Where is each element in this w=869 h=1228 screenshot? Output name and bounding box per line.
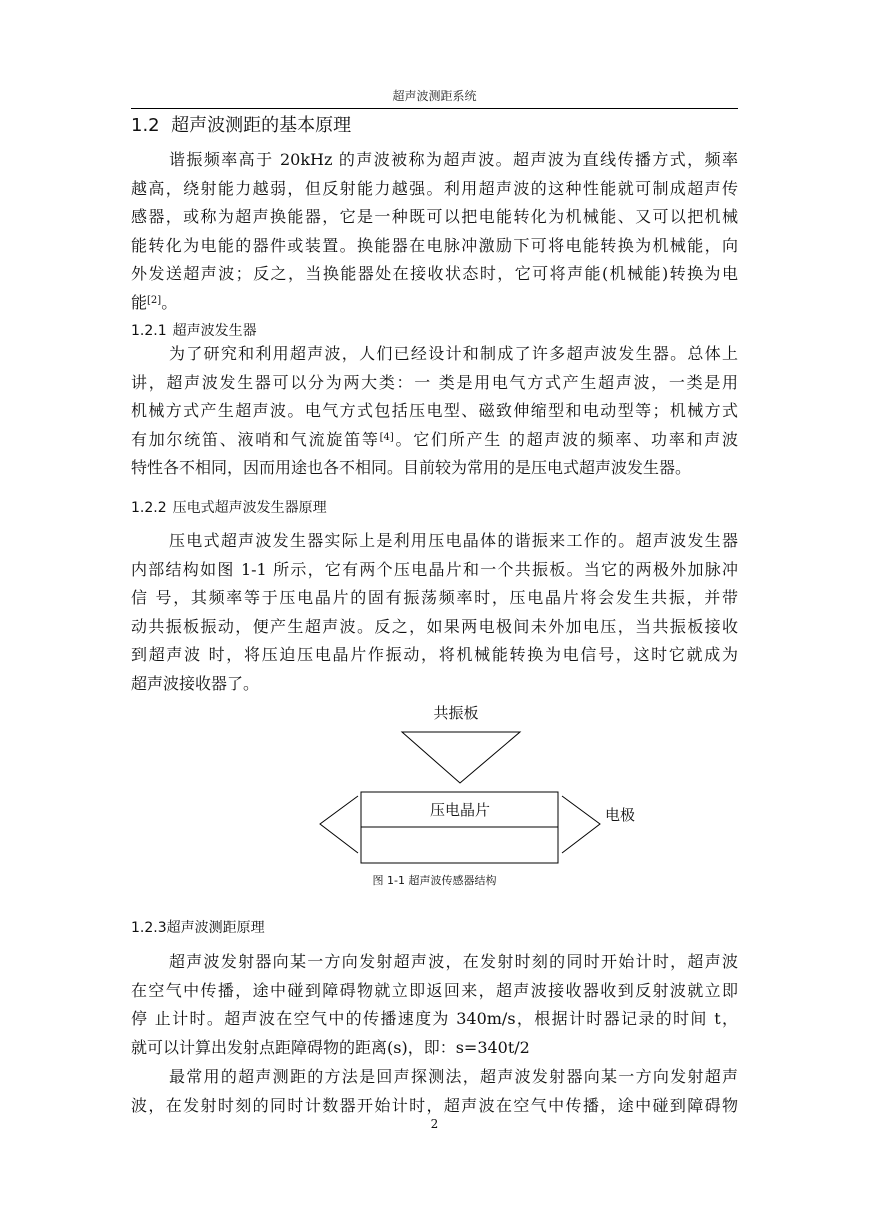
running-header: 超声波测距系统 xyxy=(392,89,477,103)
header-divider xyxy=(131,108,738,109)
citation-ref: [2] xyxy=(147,294,162,306)
paragraph-line: 内部结构如图 1-1 所示，它有两个压电晶片和一个共振板。当它的两极外加脉冲 xyxy=(131,559,738,579)
resonator-plate-shape xyxy=(402,732,520,783)
paragraph-line: 超声波接收器了。 xyxy=(131,673,260,693)
section-number: 1.2 xyxy=(131,115,160,136)
paragraph-line: 感器，或称为超声换能器，它是一种既可以把电能转化为机械能、又可以把机械 xyxy=(131,207,738,227)
line-text: 。 xyxy=(161,292,178,312)
page-number: 2 xyxy=(430,1117,439,1131)
resonator-label: 共振板 xyxy=(433,704,479,722)
paragraph-line: 特性各不相同，因而用途也各不相同。目前较为常用的是压电式超声波发生器。 xyxy=(131,458,692,478)
paragraph-line: 就可以计算出发射点距障碍物的距离(s)，即：s=340t/2 xyxy=(131,1037,530,1057)
figure-caption: 图 1-1 超声波传感器结构 xyxy=(372,874,497,887)
crystal-label: 压电晶片 xyxy=(429,801,491,819)
paragraph-line: 谐振频率高于 20kHz 的声波被称为超声波。超声波为直线传播方式，频率 xyxy=(169,150,738,169)
subsection-number: 1.2.3 xyxy=(131,920,167,936)
paragraph-line xyxy=(131,289,738,318)
paragraph-line: 波，在发射时刻的同时计数器开始计时，超声波在空气中传播，途中碰到障碍物 xyxy=(131,1095,738,1115)
line-text: 。它们所产生 的超声波的频率、功率和声波 xyxy=(393,429,738,449)
paragraph-line: 超声波发射器向某一方向发射超声波，在发射时刻的同时开始计时，超声波 xyxy=(169,952,738,971)
paragraph-line: 外发送超声波；反之，当换能器处在接收状态时，它可将声能(机械能)转换为电 xyxy=(131,264,738,284)
sensor-structure-diagram xyxy=(300,695,660,870)
paragraph-line: 压电式超声波发生器实际上是利用压电晶体的谐振来工作的。超声波发生器 xyxy=(169,531,738,550)
paragraph-line: 为了研究和利用超声波，人们已经设计和制成了许多超声波发生器。总体上 xyxy=(169,344,738,363)
subsection-title: 超声波测距原理 xyxy=(166,920,265,936)
subsection-number: 1.2.2 xyxy=(131,500,167,516)
left-electrode-shape xyxy=(320,796,358,853)
subsection-heading-generator xyxy=(131,320,257,342)
paragraph-line: 越高，绕射能力越弱，但反射能力越强。利用超声波的这种性能就可制成超声传 xyxy=(131,178,738,198)
paragraph-line: 到超声波 时，将压迫压电晶片作振动，将机械能转换为电信号，这时它就成为 xyxy=(131,645,738,665)
line-text: 能 xyxy=(131,292,148,312)
line-text: 有加尔统笛、液哨和气流旋笛等 xyxy=(131,429,380,449)
paragraph-line: 动共振板振动，便产生超声波。反之，如果两电极间未外加电压，当共振板接收 xyxy=(131,616,738,636)
subsection-number: 1.2.1 xyxy=(131,323,167,339)
subsection-title: 超声波发生器 xyxy=(172,323,257,339)
section-title: 超声波测距的基本原理 xyxy=(171,115,352,136)
citation-ref: [4] xyxy=(379,431,394,443)
paragraph-line: 能转化为电能的器件或装置。换能器在电脉冲激励下可将电能转换为机械能，向 xyxy=(131,235,738,255)
paragraph-echo-method xyxy=(131,1063,738,1120)
subsection-title: 压电式超声波发生器原理 xyxy=(172,500,327,516)
section-heading xyxy=(131,113,351,139)
paragraph-piezo xyxy=(131,527,738,699)
right-electrode-shape xyxy=(562,796,600,853)
subsection-heading-ranging xyxy=(131,917,265,939)
paragraph-line: 信 号，其频率等于压电晶片的固有振荡频率时，压电晶片将会发生共振，并带 xyxy=(131,588,738,608)
paragraph-intro xyxy=(131,146,738,318)
paragraph-line xyxy=(131,426,738,455)
paragraph-ranging xyxy=(131,948,738,1062)
paragraph-line: 最常用的超声测距的方法是回声探测法，超声波发射器向某一方向发射超声 xyxy=(169,1067,738,1086)
paragraph-line: 在空气中传播，途中碰到障碍物就立即返回来，超声波接收器收到反射波就立即 xyxy=(131,980,738,1000)
paragraph-generator xyxy=(131,340,738,483)
paragraph-line: 停 止计时。超声波在空气中的传播速度为 340m/s，根据计时器记录的时间 t， xyxy=(131,1009,738,1029)
paragraph-line: 机械方式产生超声波。电气方式包括压电型、磁致伸缩型和电动型等；机械方式 xyxy=(131,401,738,421)
subsection-heading-piezo xyxy=(131,497,327,519)
paragraph-line: 讲，超声波发生器可以分为两大类：一 类是用电气方式产生超声波，一类是用 xyxy=(131,372,738,392)
electrode-label: 电极 xyxy=(605,806,636,824)
